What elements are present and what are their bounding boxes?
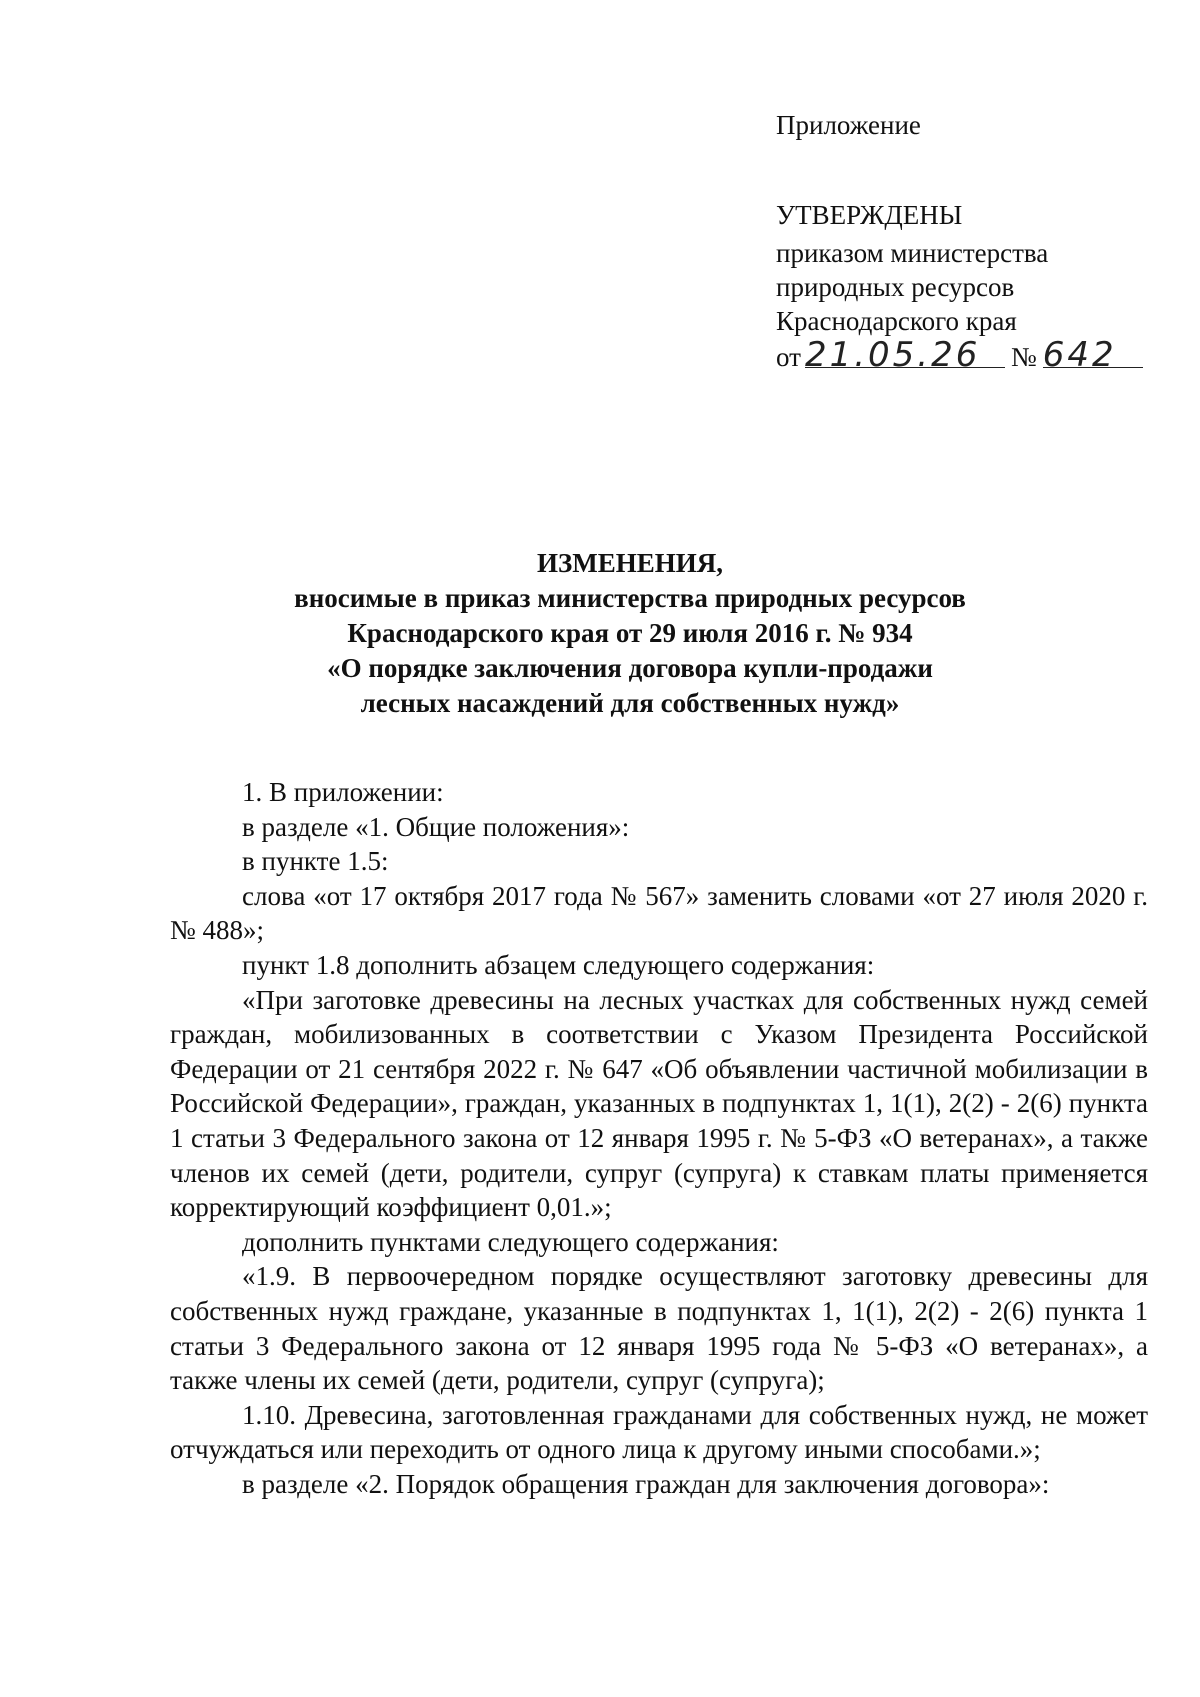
approval-line: природных ресурсов xyxy=(776,272,1015,302)
heading-line: Краснодарского края от 29 июля 2016 г. № 934 xyxy=(347,618,913,648)
body-paragraph: слова «от 17 октября 2017 года № 567» заменить словами «от 27 июля 2020 г. № 488»; xyxy=(170,880,1148,946)
approval-line: приказом министерства xyxy=(776,238,1049,268)
annex-label: Приложение xyxy=(776,110,921,140)
body-paragraph: в разделе «2. Порядок обращения граждан для заключения договора»: xyxy=(242,1468,1050,1499)
approved-label: УТВЕРЖДЕНЫ xyxy=(776,200,963,230)
heading-line: вносимые в приказ министерства природных ресурсов xyxy=(294,583,966,613)
heading-line: «О порядке заключения договора купли-продажи xyxy=(327,653,933,683)
body-paragraph: пункт 1.8 дополнить абзацем следующего содержания: xyxy=(242,949,875,980)
body-paragraph: «При заготовке древесины на лесных участках для собственных нужд семей граждан, мобилизованных в соответствии с Указом Президента Российской Федерации от 21 сентября 2022 г. № 647 «Об объявлении частичной мобилизации в Российской Федерации», граждан, указанных в подпунктах 1, 1(1), 2(2) - 2(6) пункта 1 статьи 3 Федерального закона от 12 января 1995 г. № 5-ФЗ «О ветеранах», а также членов их семей (дети, родители, супруг (супруга) к ставкам платы применяется корректирующий коэффициент 0,01.»; xyxy=(170,984,1148,1223)
body-paragraph: 1.10. Древесина, заготовленная гражданами для собственных нужд, не может отчуждаться или переходить от одного лица к другому иными способами.»; xyxy=(170,1399,1148,1465)
heading-line: лесных насаждений для собственных нужд» xyxy=(360,688,900,718)
approval-block xyxy=(776,108,1143,374)
body-paragraph: в пункте 1.5: xyxy=(242,846,389,877)
handwritten-date: 21.05.26 xyxy=(805,338,1005,372)
document-heading xyxy=(250,546,1010,721)
body-paragraph: 1. В приложении: xyxy=(242,777,444,807)
approval-line: Краснодарского края xyxy=(776,306,1017,336)
handwritten-number: 642 xyxy=(1043,338,1143,372)
document-body xyxy=(170,775,1148,1501)
order-date-number-line xyxy=(776,335,1143,375)
number-label: № xyxy=(1010,342,1037,372)
from-label: от xyxy=(776,342,801,372)
body-paragraph: «1.9. В первоочередном порядке осуществляют заготовку древесины для собственных нужд граждане, указанные в подпунктах 1, 1(1), 2(2) - 2(6) пункта 1 статьи 3 Федерального закона от 12 января 1995 года № 5-ФЗ «О ветеранах», а также члены их семей (дети, родители, супруг (супруга); xyxy=(170,1261,1148,1396)
body-paragraph: в разделе «1. Общие положения»: xyxy=(242,811,630,842)
body-paragraph: дополнить пунктами следующего содержания: xyxy=(242,1226,779,1257)
heading-title: ИЗМЕНЕНИЯ, xyxy=(536,548,723,578)
